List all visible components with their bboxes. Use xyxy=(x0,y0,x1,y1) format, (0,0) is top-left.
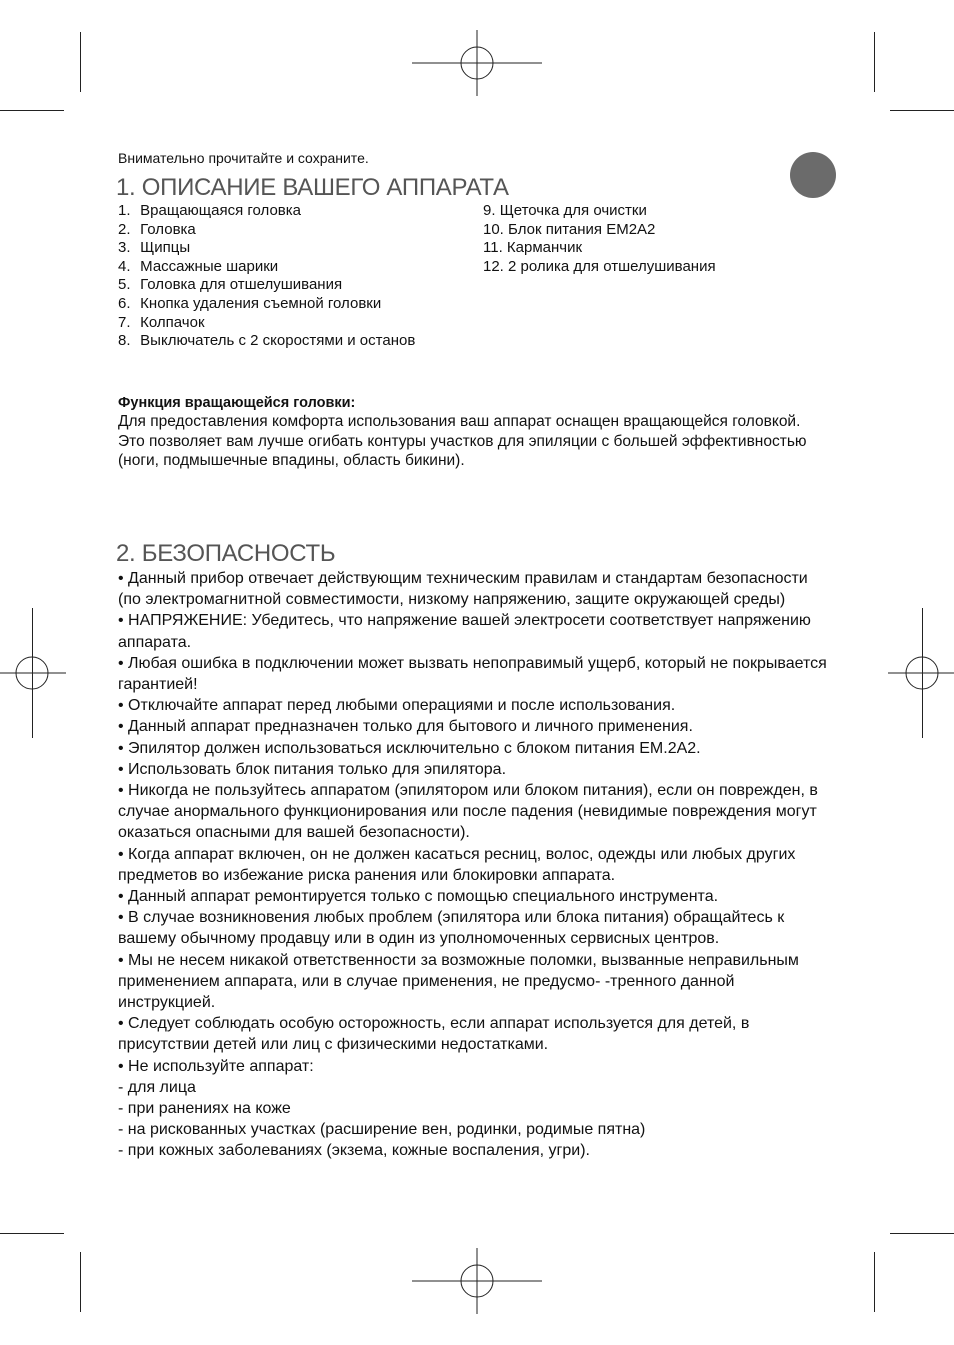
list-item: - на рискованных участках (расширение вен, родинки, родимые пятна) xyxy=(118,1121,646,1139)
list-item: 8. Выключатель с 2 скоростями и останов xyxy=(118,332,416,350)
crop-mark-bottom-left-h xyxy=(0,1233,64,1234)
intro-text: Внимательно прочитайте и сохраните. xyxy=(118,150,369,166)
section-tab-dot xyxy=(790,152,836,198)
safety-list xyxy=(118,568,828,1162)
crop-mark-top-right-v xyxy=(874,32,875,92)
list-item: • Следует соблюдать особую осторожность, если аппарат используется для детей, в присутствии детей или лиц с физическими недостатками. xyxy=(118,1015,750,1054)
list-item: • В случае возникновения любых проблем (эпилятора или блока питания) обращайтесь к вашему обычному продавцу или в один из уполномоченных сервисных центров. xyxy=(118,909,785,948)
list-item: - при кожных заболеваниях (экзема, кожные воспаления, угри). xyxy=(118,1142,590,1160)
list-item: 3. Щипцы xyxy=(118,239,191,257)
list-item: • Данный аппарат ремонтируется только с помощью специального инструмента. xyxy=(118,888,719,906)
list-item: 5. Головка для отшелушивания xyxy=(118,276,343,294)
list-item: • Данный прибор отвечает действующим техническим правилам и стандартам безопасности (по электромагнитной совместимости, низкому напряжению, защите окружающей среды) xyxy=(118,570,808,609)
crop-mark-bottom-left-v xyxy=(80,1252,81,1312)
list-item: - при ранениях на коже xyxy=(118,1100,291,1118)
section2-title: 2. БЕЗОПАСНОСТЬ xyxy=(116,540,336,567)
list-item: 1. Вращающаяся головка xyxy=(118,202,302,219)
list-item: • Использовать блок питания только для эпилятора. xyxy=(118,760,507,778)
parts-list-right xyxy=(483,202,716,276)
registration-mark-left-icon xyxy=(0,640,66,706)
list-item: • НАПРЯЖЕНИЕ: Убедитесь, что напряжение вашей электросети соответствует напряжению аппарата. xyxy=(118,612,811,651)
registration-mark-top-icon xyxy=(412,30,542,96)
section1-title: 1. ОПИСАНИЕ ВАШЕГО АППАРАТА xyxy=(116,174,509,201)
crop-mark-bottom-right-h xyxy=(890,1233,954,1234)
list-item: 12. 2 ролика для отшелушивания xyxy=(483,257,716,275)
list-item: 2. Головка xyxy=(118,220,196,238)
list-item: 4. Массажные шарики xyxy=(118,257,279,275)
registration-mark-right-icon xyxy=(888,640,954,706)
crop-mark-top-right-h xyxy=(890,110,954,111)
list-item: 6. Кнопка удаления съемной головки xyxy=(118,294,382,312)
list-item: • Отключайте аппарат перед любыми операциями и после использования. xyxy=(118,697,676,715)
feature-heading: Функция вращающейся головки: xyxy=(118,395,356,411)
list-item: 9. Щеточка для очистки xyxy=(483,202,647,219)
list-item: 10. Блок питания EM2A2 xyxy=(483,220,656,238)
registration-mark-bottom-icon xyxy=(412,1248,542,1314)
list-item: • Эпилятор должен использоваться исключительно с блоком питания EM.2A2. xyxy=(118,739,701,757)
parts-list-left xyxy=(118,202,415,351)
list-item: 11. Карманчик xyxy=(483,239,583,257)
crop-mark-top-left-h xyxy=(0,110,64,111)
crop-mark-top-left-v xyxy=(80,32,81,92)
list-item: • Данный аппарат предназначен только для бытового и личного применения. xyxy=(118,718,693,736)
list-item: • Мы не несем никакой ответственности за возможные поломки, вызванные неправильным применением аппарата, или в случае применения, не предусмо- -тренного данной инструкцией. xyxy=(118,951,799,1012)
list-item: • Любая ошибка в подключении может вызвать непоправимый ущерб, который не покрывается гарантией! xyxy=(118,654,827,694)
list-item: • Не используйте аппарат: xyxy=(118,1057,314,1075)
list-item: - для лица xyxy=(118,1078,196,1096)
crop-mark-bottom-right-v xyxy=(874,1252,875,1312)
feature-paragraph: Для предоставления комфорта использования ваш аппарат оснащен вращающейся головкой. Это позволяет вам лучше огибать контуры участков для эпиляции с большей эффективностью (ноги, подмышечные впадины, область бикини). xyxy=(118,413,807,469)
list-item: • Когда аппарат включен, он не должен касаться ресниц, волос, одежды или любых других предметов во избежание риска ранения или блокировки аппарата. xyxy=(118,845,796,884)
list-item: 7. Колпачок xyxy=(118,313,205,331)
list-item: • Никогда не пользуйтесь аппаратом (эпилятором или блоком питания), если он поврежден, в случае анормального функционирования или после падения (невидимые повреждения могут оказаться опасными для вашей безопасности). xyxy=(118,782,818,842)
